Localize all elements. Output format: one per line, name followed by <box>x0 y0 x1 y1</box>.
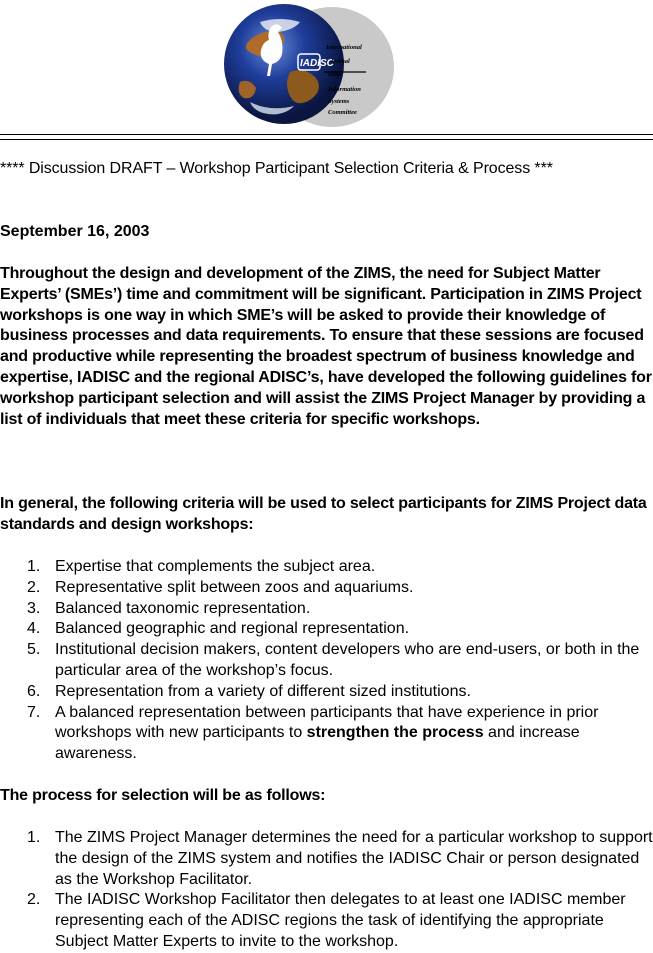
list-number: 1. <box>27 558 41 575</box>
list-number: 4. <box>27 620 41 638</box>
list-item-text: Balanced taxonomic representation. <box>55 599 311 617</box>
criteria-list <box>0 557 653 765</box>
list-item-emphasis: strengthen the process <box>306 724 484 742</box>
list-number: 7. <box>27 703 41 721</box>
list-item-text: The ZIMS Project Manager determines the need for a particular workshop to support the design of the ZIMS system and notifies the IADISC Chair or person designated as the Workshop Facilitator. <box>55 829 653 888</box>
logo-badge-text: IADISC <box>300 58 334 69</box>
list-item <box>0 703 653 765</box>
header-rule-top <box>0 134 653 135</box>
list-number: 2. <box>27 578 41 596</box>
list-item-text: Representative split between zoos and aquariums. <box>55 578 414 596</box>
list-item <box>0 557 653 578</box>
process-list <box>0 828 653 953</box>
logo-line-3: Data <box>328 71 341 78</box>
logo-line-6: Committee <box>328 109 357 116</box>
list-item-text: Representation from a variety of different sized institutions. <box>55 682 471 700</box>
logo-line-1: International <box>326 44 362 51</box>
criteria-intro-paragraph: In general, the following criteria will be used to select participants for ZIMS Project data standards and design workshops: <box>0 495 647 533</box>
logo-line-4: Information <box>328 86 361 93</box>
list-item-text: Expertise that complements the subject area. <box>55 558 376 575</box>
list-item-text: The IADISC Workshop Facilitator then delegates to at least one IADISC member representing each of the ADISC regions the task of identifying the appropriate Subject Matter Experts to invite to the workshop. <box>55 891 626 950</box>
logo-line-2: Animal <box>330 58 350 65</box>
list-item <box>0 682 653 703</box>
document-date: September 16, 2003 <box>0 223 150 240</box>
list-item-text-end: and increase awareness. <box>55 724 580 763</box>
logo-line-5: Systems <box>328 98 350 105</box>
iadisc-logo <box>220 2 400 128</box>
list-number: 3. <box>27 599 41 617</box>
list-item <box>0 578 653 599</box>
list-item <box>0 828 653 890</box>
list-number: 5. <box>27 641 41 659</box>
list-item <box>0 599 653 620</box>
list-number: 1. <box>27 829 41 846</box>
list-number: 6. <box>27 682 41 700</box>
intro-paragraph: Throughout the design and development of the ZIMS, the need for Subject Matter Experts’ (SMEs’) time and commitment will be significant. Participation in ZIMS Project workshops is one way in which SME’s will be asked to provide their knowledge of business processes and data requirements. To ensure that these sessions are focused and productive while representing the broadest spectrum of business knowledge and expertise, IADISC and the regional ADISC’s, have developed the following guidelines for workshop participant selection and will assist the ZIMS Project Manager by providing a list of individuals that meet these criteria for specific workshops. <box>0 265 652 428</box>
list-item <box>0 890 653 952</box>
list-number: 2. <box>27 891 41 909</box>
list-item-text: Institutional decision makers, content developers who are end-users, or both in the particular area of the workshop’s focus. <box>55 641 640 679</box>
process-intro-paragraph: The process for selection will be as follows: <box>0 787 326 804</box>
header-rule-bottom <box>0 139 653 140</box>
list-item <box>0 640 653 682</box>
list-item-text: A balanced representation between participants that have experience in prior workshops with new participants to <box>55 703 599 742</box>
list-item-text: Balanced geographic and regional representation. <box>55 620 410 638</box>
draft-header: **** Discussion DRAFT – Workshop Participant Selection Criteria & Process *** <box>0 160 553 177</box>
list-item <box>0 619 653 640</box>
